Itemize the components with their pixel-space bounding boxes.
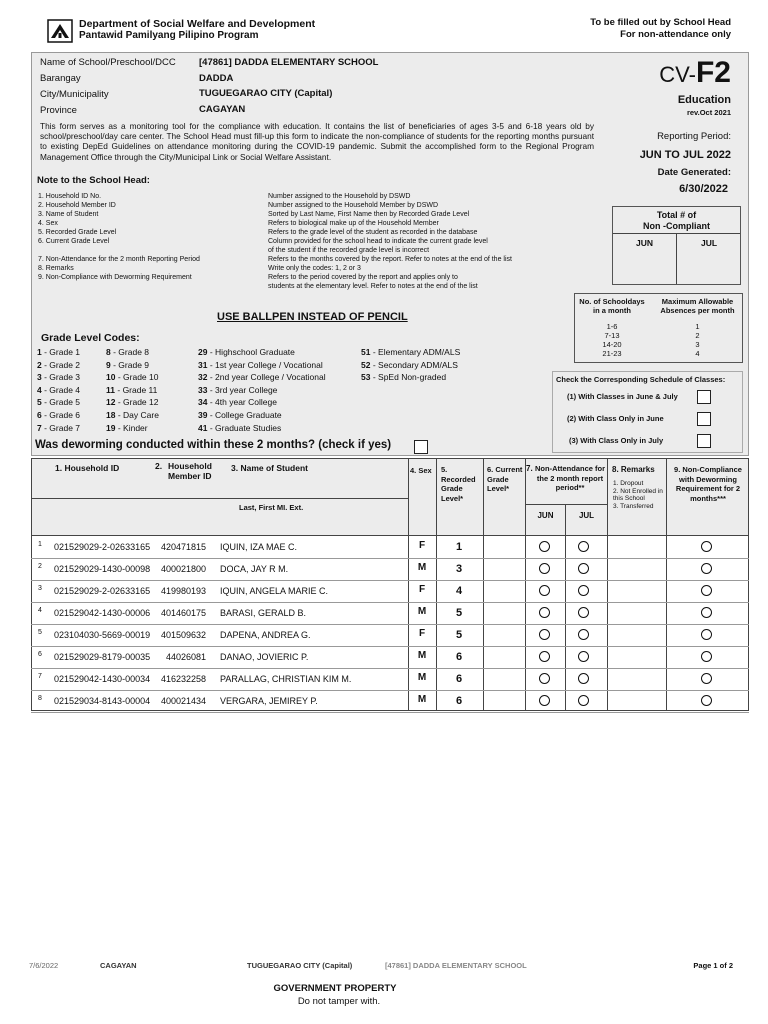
schooldays-ranges — [577, 322, 647, 358]
dswd-logo-icon — [47, 19, 73, 43]
label-school: Name of School/Preschool/DCC — [40, 57, 176, 68]
total-jul-label: JUL — [700, 238, 718, 248]
row-number: 1 — [38, 541, 42, 548]
student-name: BARASI, GERALD B. — [220, 608, 307, 618]
household-id: 021529042-1430-00034 — [54, 674, 151, 684]
note-item: 3. Name of Student — [38, 211, 99, 218]
current-grade-field[interactable] — [484, 626, 523, 644]
remarks-field[interactable] — [608, 670, 664, 688]
row-number: 8 — [38, 695, 42, 702]
jul-radio[interactable] — [578, 695, 589, 708]
jun-radio[interactable] — [539, 541, 550, 554]
note-desc: Sorted by Last Name, First Name then by Recorded Grade Level — [268, 211, 470, 218]
grade-code: 11 - Grade 11 — [106, 384, 158, 395]
grade-code: 41 - Graduate Studies — [198, 422, 282, 433]
recorded-grade: 4 — [455, 585, 463, 597]
notes-items — [38, 192, 268, 282]
reporting-period-value: JUN TO JUL 2022 — [639, 149, 731, 161]
reporting-period-label: Reporting Period: — [657, 131, 731, 142]
student-sex: F — [418, 540, 426, 551]
date-generated-label: Date Generated: — [657, 167, 731, 178]
grade-codes-col2 — [106, 346, 159, 434]
schooldays-range: 14-20 — [602, 340, 622, 349]
value-province: CAGAYAN — [199, 104, 246, 115]
note-item: 8. Remarks — [38, 265, 74, 272]
schooldays-absence: 3 — [695, 340, 700, 349]
note-item: 9. Non-Compliance with Deworming Requirement — [38, 274, 192, 281]
jun-radio[interactable] — [539, 673, 550, 686]
grade-code: 5 - Grade 5 — [37, 397, 81, 408]
header-jun: JUN — [537, 511, 554, 520]
grade-codes-col4 — [361, 346, 460, 384]
student-name: DOCA, JAY R M. — [220, 564, 289, 574]
notes-title: Note to the School Head: — [37, 175, 150, 186]
student-name: DAPENA, ANDREA G. — [220, 630, 311, 640]
deworming-radio[interactable] — [701, 651, 712, 664]
footer-city: TUGUEGARAO CITY (Capital) — [247, 961, 353, 970]
grade-code: 51 - Elementary ADM/ALS — [361, 347, 461, 357]
note-desc: of the student if the recorded grade level is incorrect — [268, 247, 430, 254]
date-generated-value: 6/30/2022 — [679, 183, 728, 195]
table-row — [31, 536, 749, 558]
deworming-radio[interactable] — [701, 541, 712, 554]
schooldays-range: 21-23 — [602, 349, 622, 358]
schooldays-range: 7-13 — [604, 331, 620, 340]
grade-codes-col3 — [198, 346, 326, 434]
header-deworming: 9. Non-Compliance with Deworming Requirement for 2 months*** — [674, 465, 742, 503]
dswd-logo — [47, 19, 73, 43]
note-desc: Refers to the months covered by the report. Refer to notes at the end of the list — [268, 256, 512, 263]
household-id: 021529042-1430-00006 — [54, 608, 151, 618]
household-id: 021529034-8143-00004 — [54, 696, 151, 706]
remarks-field[interactable] — [608, 648, 664, 666]
grade-code: 33 - 3rd year College — [198, 384, 278, 395]
jun-radio[interactable] — [539, 651, 550, 664]
jun-radio[interactable] — [539, 607, 550, 620]
member-id: 420471815 — [160, 542, 206, 552]
header-member-id-num: 2. — [155, 461, 163, 471]
household-id: 021529029-2-02633165 — [54, 586, 151, 596]
note-desc: Number assigned to the Household Member by DSWD — [268, 202, 439, 209]
header-non-attendance: Non-Attendance for the 2 month report period** — [535, 464, 605, 492]
grade-code: 7 - Grade 7 — [37, 422, 81, 433]
table-row — [31, 558, 749, 580]
recorded-grade: 1 — [455, 541, 463, 553]
jun-radio[interactable] — [539, 563, 550, 576]
grade-code: 34 - 4th year College — [198, 397, 277, 408]
remarks-code: 2. Not Enrolled in this School — [613, 487, 663, 502]
header-sex: 4. Sex — [410, 466, 432, 475]
household-id: 021529029-2-02633165 — [54, 542, 151, 552]
recorded-grade: 6 — [455, 695, 463, 707]
total-jul-field[interactable] — [679, 251, 739, 283]
jul-radio[interactable] — [578, 651, 589, 664]
table-row — [31, 624, 749, 646]
grade-code: 18 - Day Care — [106, 409, 159, 420]
note-item: 4. Sex — [38, 220, 58, 227]
current-grade-field[interactable] — [484, 560, 523, 578]
total-title-1: Total # of — [656, 210, 697, 220]
header-member-id: Household Member ID — [168, 461, 212, 481]
recorded-grade: 6 — [455, 651, 463, 663]
member-id: 419980193 — [160, 586, 206, 596]
note-desc: students at the elementary level. Refer to notes at the end of the list — [268, 283, 478, 290]
jul-radio[interactable] — [578, 585, 589, 598]
form-type: Education — [677, 94, 731, 106]
note-desc: Refers to biological make up of the Household Member — [268, 220, 439, 227]
deworming-radio[interactable] — [701, 585, 712, 598]
grade-code: 39 - College Graduate — [198, 409, 282, 420]
footer-province: CAGAYAN — [100, 961, 137, 970]
notes-descs — [268, 192, 568, 291]
form-rev: rev.Oct 2021 — [686, 108, 731, 117]
recorded-grade: 5 — [455, 607, 463, 619]
form-code — [659, 56, 731, 90]
deworming-question: Was deworming conducted within these 2 months? (check if yes) — [35, 439, 392, 451]
grade-code: 29 - Highschool Graduate — [198, 347, 295, 357]
total-noncompliant-box — [612, 206, 741, 285]
schedule-checkbox-2[interactable] — [697, 412, 711, 426]
student-name: IQUIN, IZA MAE C. — [220, 542, 298, 552]
row-number: 7 — [38, 673, 42, 680]
note-desc: Refers to the grade level of the student as recorded in the database — [268, 229, 478, 236]
schooldays-range: 1-6 — [606, 322, 618, 331]
member-id: 416232258 — [160, 674, 206, 684]
row-number: 3 — [38, 585, 42, 592]
note-item: 1. Household ID No. — [38, 193, 102, 200]
note-item — [38, 246, 268, 255]
schedule-option-3: (3) With Class Only in July — [569, 436, 664, 445]
deworming-checkbox[interactable] — [414, 440, 428, 454]
recorded-grade: 6 — [455, 673, 463, 685]
header-name-sub: Last, First MI. Ext. — [239, 503, 304, 512]
grade-code: 32 - 2nd year College / Vocational — [198, 372, 326, 383]
grade-code: 10 - Grade 10 — [106, 372, 159, 383]
grade-code: 6 - Grade 6 — [37, 409, 81, 420]
schooldays-absence: 2 — [695, 331, 700, 340]
member-id: 400021800 — [160, 564, 206, 574]
schooldays-col2: Maximum Allowable Absences per month — [660, 297, 735, 315]
remarks-field[interactable] — [608, 538, 664, 556]
row-number: 5 — [38, 629, 42, 636]
header-household-id: 1. Household ID — [55, 463, 120, 473]
program-name: Pantawid Pamilyang Pilipino Program — [79, 30, 259, 41]
header-name: 3. Name of Student — [231, 463, 308, 473]
header-remarks-codes — [613, 480, 665, 510]
deworming-radio[interactable] — [701, 695, 712, 708]
member-id: 401509632 — [160, 630, 206, 640]
table-row — [31, 602, 749, 624]
note-item: 5. Recorded Grade Level — [38, 229, 117, 236]
remarks-code: 1. Dropout — [613, 480, 644, 487]
table-row — [31, 580, 749, 602]
header-recorded-grade: 5. Recorded Grade Level* — [441, 465, 476, 503]
schooldays-table — [574, 293, 743, 363]
grade-codes-title: Grade Level Codes: — [41, 332, 140, 344]
value-school: [47861] DADDA ELEMENTARY SCHOOL — [199, 57, 379, 68]
grade-code: 9 - Grade 9 — [106, 359, 150, 370]
remarks-code: 3. Transferred — [613, 502, 654, 510]
header-current-grade: 6. Current Grade Level* — [487, 465, 523, 493]
student-sex: M — [417, 562, 427, 573]
schedule-checkbox-3[interactable] — [697, 434, 711, 448]
row-number: 2 — [38, 563, 42, 570]
current-grade-field[interactable] — [484, 670, 523, 688]
grade-code: 4 - Grade 4 — [37, 384, 81, 395]
label-barangay: Barangay — [40, 73, 81, 84]
schooldays-col1: No. of Schooldays in a month — [579, 297, 645, 315]
grade-code: 2 - Grade 2 — [37, 359, 81, 370]
remarks-field[interactable] — [608, 582, 664, 600]
schedule-box — [552, 371, 743, 453]
ballpen-notice: USE BALLPEN INSTEAD OF PENCIL — [217, 311, 408, 323]
student-sex: F — [418, 584, 426, 595]
total-jun-field[interactable] — [615, 251, 674, 283]
household-id: 023104030-5669-00019 — [54, 630, 151, 640]
value-city: TUGUEGARAO CITY (Capital) — [199, 88, 333, 99]
member-id: 400021434 — [160, 696, 206, 706]
schedule-option-2: (2) With Class Only in June — [567, 414, 664, 423]
recorded-grade: 5 — [455, 629, 463, 641]
note-item: 2. Household Member ID — [38, 202, 116, 209]
dept-name: Department of Social Welfare and Development — [79, 18, 316, 30]
student-name: VERGARA, JEMIREY P. — [220, 696, 318, 706]
household-id: 021529029-1430-00098 — [54, 564, 151, 574]
footer-school: [47861] DADDA ELEMENTARY SCHOOL — [385, 961, 527, 970]
grade-codes-col1 — [37, 346, 80, 434]
grade-code: 53 - SpEd Non-graded — [361, 372, 447, 383]
header-jul: JUL — [578, 511, 595, 520]
note-desc: Number assigned to the Household by DSWD — [268, 193, 411, 200]
jul-radio[interactable] — [578, 673, 589, 686]
current-grade-field[interactable] — [484, 582, 523, 600]
member-id: 401460175 — [160, 608, 206, 618]
schedule-title: Check the Corresponding Schedule of Classes: — [556, 375, 726, 384]
deworming-radio[interactable] — [701, 563, 712, 576]
jul-radio[interactable] — [578, 607, 589, 620]
household-id: 021529029-8179-00035 — [54, 652, 151, 662]
grade-code: 19 - Kinder — [106, 422, 148, 433]
grade-code: 3 - Grade 3 — [37, 372, 81, 383]
footer-page: Page 1 of 2 — [693, 961, 733, 970]
form-code-prefix: CV- — [659, 62, 696, 87]
table-row — [31, 646, 749, 668]
deworming-radio[interactable] — [701, 607, 712, 620]
student-name: IQUIN, ANGELA MARIE C. — [220, 586, 329, 596]
jun-radio[interactable] — [539, 629, 550, 642]
schooldays-absence: 1 — [695, 322, 700, 331]
schedule-option-1: (1) With Classes in June & July — [567, 392, 678, 401]
recorded-grade: 3 — [455, 563, 463, 575]
remarks-field[interactable] — [608, 626, 664, 644]
row-number: 4 — [38, 607, 42, 614]
government-property: GOVERNMENT PROPERTY — [273, 983, 397, 994]
student-sex: M — [417, 606, 427, 617]
current-grade-field[interactable] — [484, 538, 523, 556]
note-item: 6. Current Grade Level — [38, 238, 110, 245]
form-description: This form serves as a monitoring tool for the compliance with education. It contains the list of beneficiaries of ages 3-5 and 6-18 years old by school/preschool/day care center. The School Head must fill-up this form to indicate the non-compliance of students for the reporting months pursuant to existing DepEd Guidelines on attendance monitoring during the COVID-19 pandemic. Submit the accomplished form to the Regional Program Management Office through the City/Municipal Link or Social Welfare Assistant. — [40, 121, 594, 162]
schooldays-absences — [653, 322, 742, 358]
row-number: 6 — [38, 651, 42, 658]
table-row — [31, 668, 749, 690]
deworming-radio[interactable] — [701, 673, 712, 686]
current-grade-field[interactable] — [484, 692, 523, 710]
table-row — [31, 690, 749, 712]
student-sex: M — [417, 672, 427, 683]
label-city: City/Municipality — [40, 89, 109, 100]
member-id: 44026081 — [165, 652, 206, 662]
jun-radio[interactable] — [539, 585, 550, 598]
form-code-value: F2 — [695, 56, 731, 89]
header-non-att-num: 7. — [526, 464, 533, 473]
schooldays-absence: 4 — [695, 349, 700, 358]
note-desc: Column provided for the school head to indicate the current grade level — [268, 238, 488, 245]
jul-radio[interactable] — [578, 563, 589, 576]
jun-radio[interactable] — [539, 695, 550, 708]
note-item: 7. Non-Attendance for the 2 month Reporting Period — [38, 256, 200, 263]
grade-code: 8 - Grade 8 — [106, 347, 150, 357]
value-barangay: DADDA — [199, 73, 234, 84]
current-grade-field[interactable] — [484, 604, 523, 622]
student-name: PARALLAG, CHRISTIAN KIM M. — [220, 674, 352, 684]
student-name: DANAO, JOVIERIC P. — [220, 652, 309, 662]
header-remarks: 8. Remarks — [612, 465, 655, 474]
grade-code: 31 - 1st year College / Vocational — [198, 359, 323, 370]
jul-radio[interactable] — [578, 541, 589, 554]
label-province: Province — [40, 105, 77, 116]
grade-code: 52 - Secondary ADM/ALS — [361, 359, 458, 370]
remarks-field[interactable] — [608, 604, 664, 622]
remarks-field[interactable] — [608, 692, 664, 710]
grade-code: 12 - Grade 12 — [106, 397, 159, 408]
jul-radio[interactable] — [578, 629, 589, 642]
total-jun-label: JUN — [635, 238, 653, 248]
total-title-2: Non -Compliant — [643, 221, 710, 231]
schedule-checkbox-1[interactable] — [697, 390, 711, 404]
grade-code: 1 - Grade 1 — [37, 347, 81, 357]
fill-note-2: For non-attendance only — [620, 29, 731, 40]
note-desc: Refers to the period covered by the report and applies only to — [268, 274, 458, 281]
current-grade-field[interactable] — [484, 648, 523, 666]
fill-note-1: To be filled out by School Head — [590, 17, 731, 28]
remarks-field[interactable] — [608, 560, 664, 578]
do-not-tamper: Do not tamper with. — [297, 996, 381, 1007]
note-desc: Write only the codes: 1, 2 or 3 — [268, 265, 361, 272]
student-sex: F — [418, 628, 426, 639]
deworming-radio[interactable] — [701, 629, 712, 642]
student-sex: M — [417, 694, 427, 705]
footer-date: 7/6/2022 — [29, 961, 59, 970]
student-sex: M — [417, 650, 427, 661]
